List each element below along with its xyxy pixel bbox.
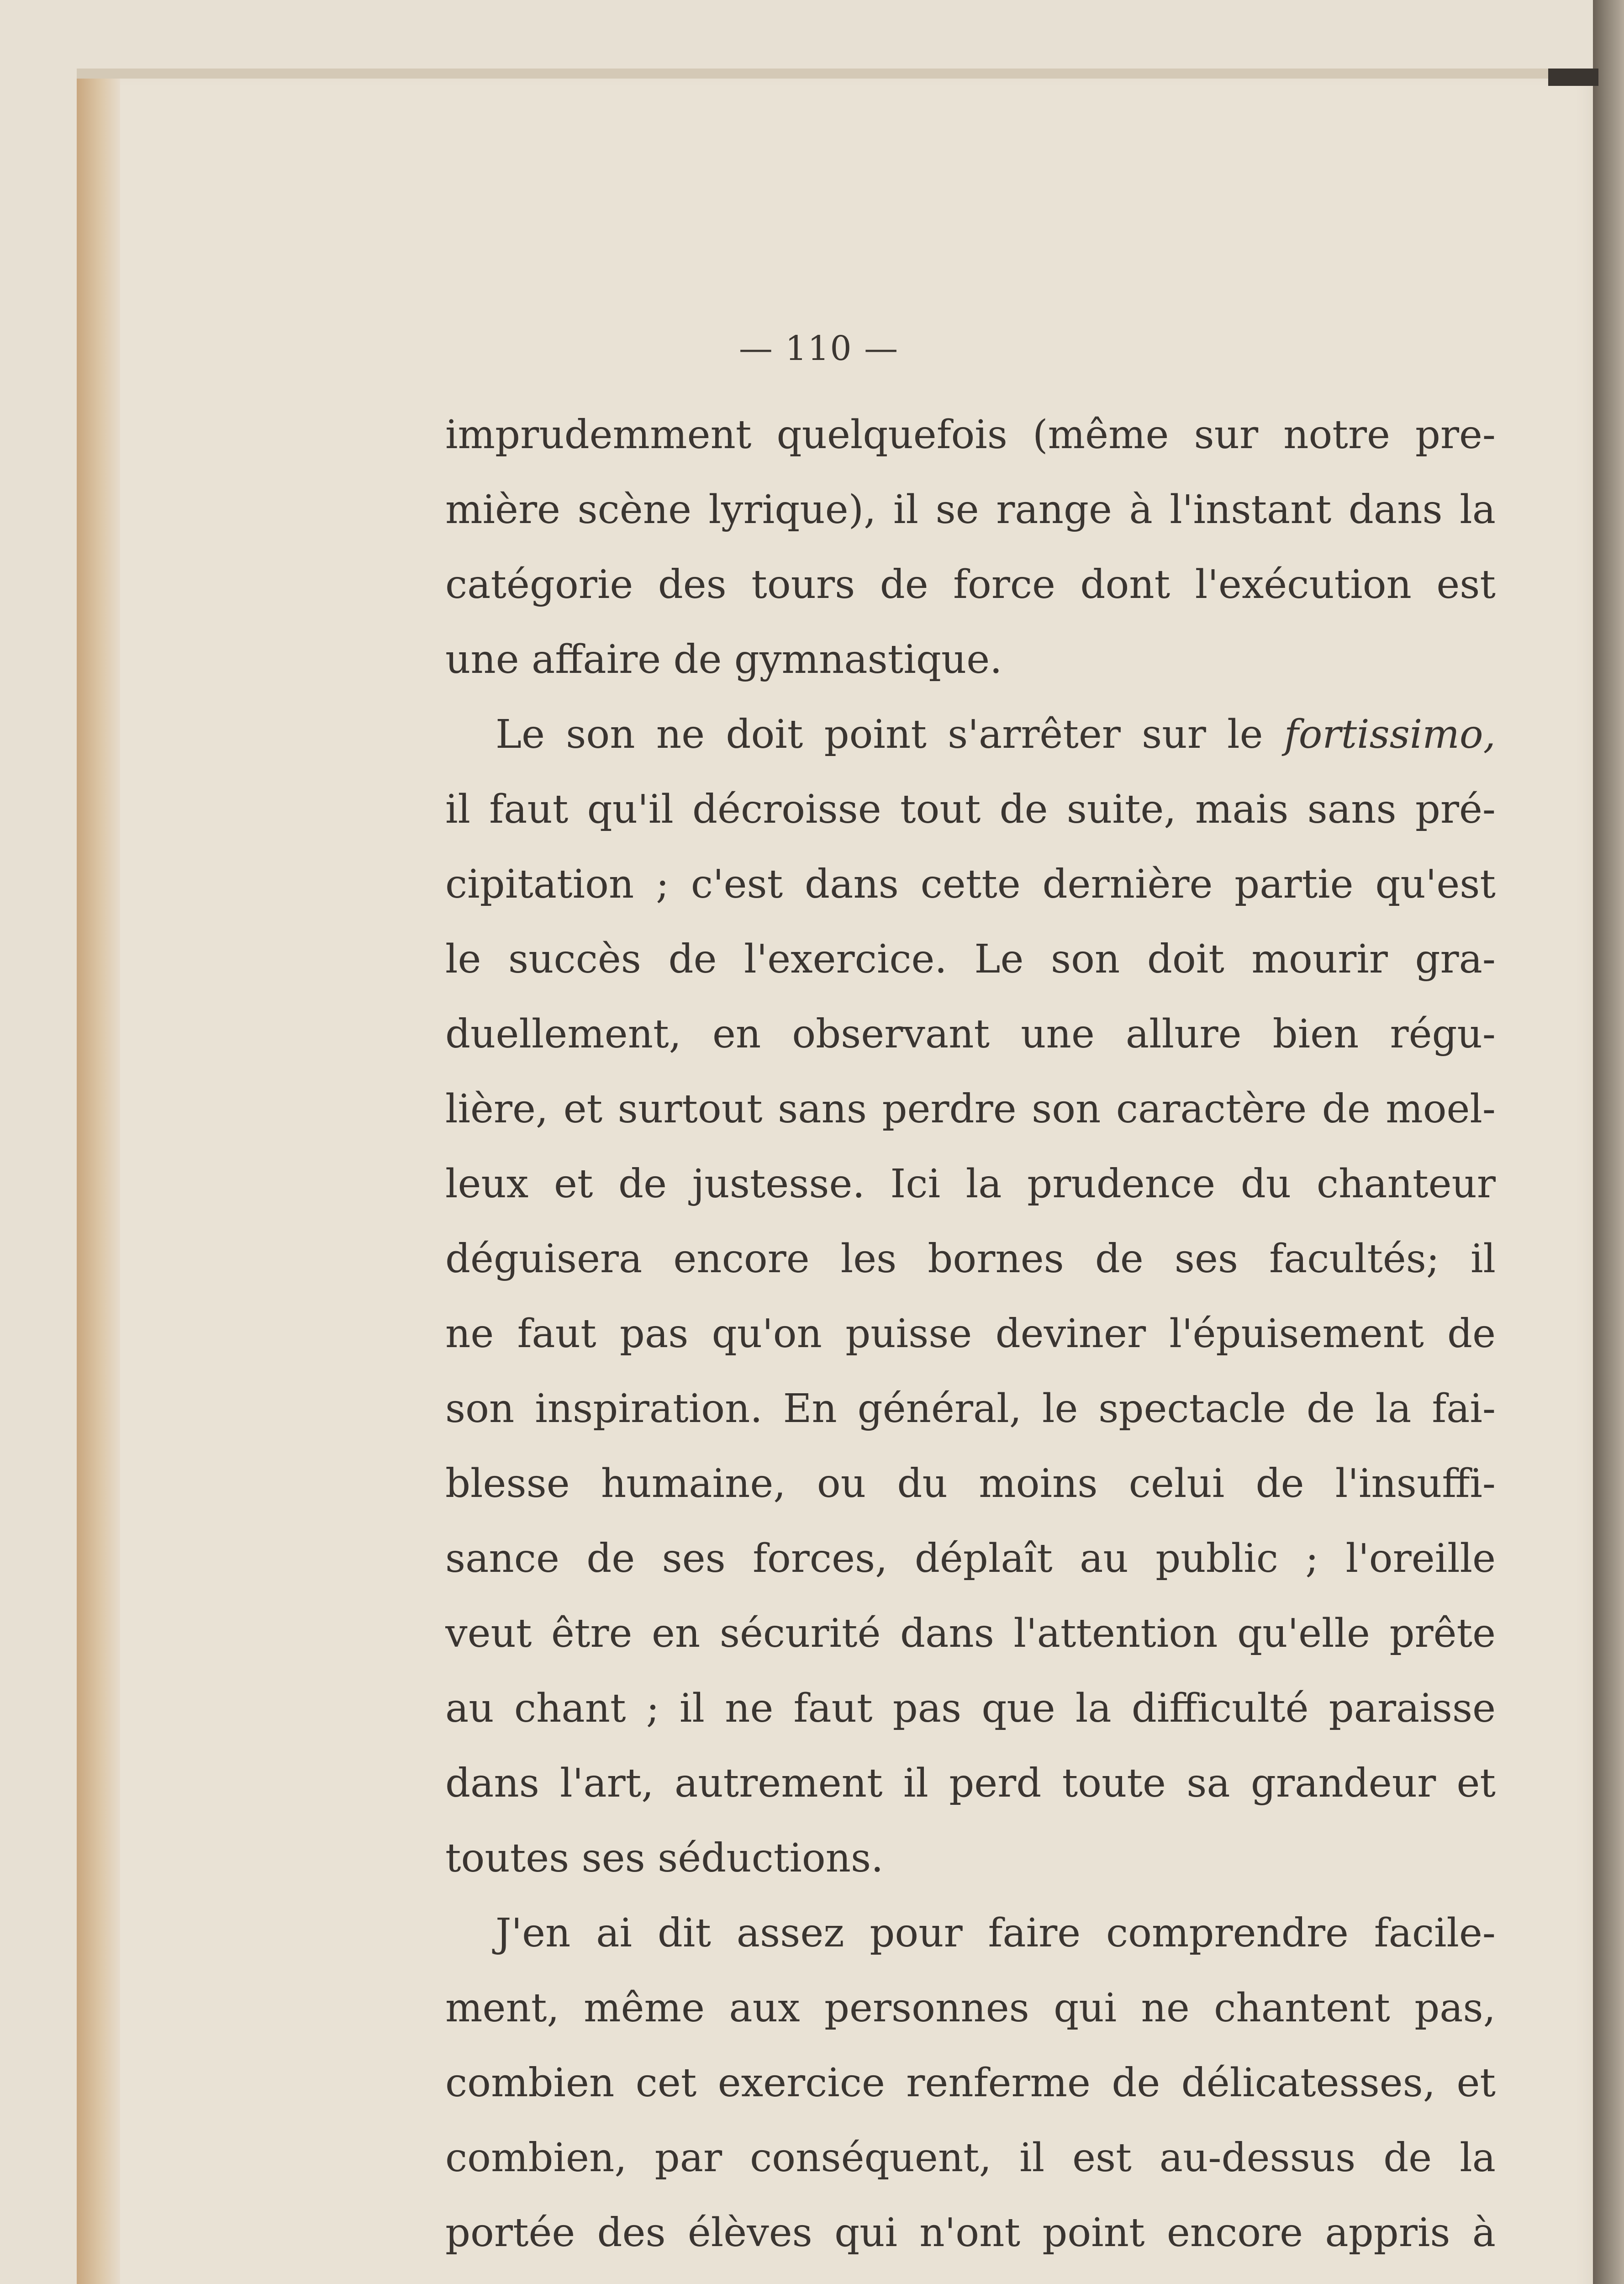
- page-top-edge: [77, 69, 1593, 79]
- text-line: portée des élèves qui n'ont point encore appris à: [445, 2210, 1496, 2256]
- text-line: il faut qu'il décroisse tout de suite, mais sans pré-: [445, 787, 1496, 832]
- text-line: blesse humaine, ou du moins celui de l'insuffi-: [445, 1461, 1496, 1507]
- text-line: J'en ai dit assez pour faire comprendre facile-: [496, 1910, 1496, 1956]
- text-line: duellement, en observant une allure bien régu-: [445, 1011, 1496, 1057]
- italic-term: fortissimo,: [1284, 712, 1496, 757]
- text-line: déguisera encore les bornes de ses facultés; il: [445, 1236, 1496, 1282]
- text-line: ne faut pas qu'on puisse deviner l'épuisement de: [445, 1311, 1496, 1357]
- text-line: sance de ses forces, déplaît au public ; l'oreille: [445, 1536, 1496, 1581]
- text-line: combien cet exercice renferme de délicatesses, et: [445, 2060, 1496, 2106]
- text-line: une affaire de gymnastique.: [445, 637, 1002, 682]
- text-line-with-italic: [445, 697, 1496, 772]
- text-line: toutes ses séductions.: [445, 1835, 884, 1881]
- text-line: son inspiration. En général, le spectacle de la fai-: [445, 1386, 1496, 1432]
- text-line: imprudemment quelquefois (même sur notre pre-: [445, 412, 1496, 458]
- text-line: au chant ; il ne faut pas que la difficulté paraisse: [445, 1686, 1496, 1731]
- text-line: lière, et surtout sans perdre son caractère de moel-: [445, 1086, 1496, 1132]
- text-line: cipitation ; c'est dans cette dernière partie qu'est: [445, 862, 1496, 907]
- text-line: combien, par conséquent, il est au-dessus de la: [445, 2135, 1496, 2181]
- body-text: [445, 397, 1496, 2270]
- text-line: mière scène lyrique), il se range à l'instant dans la: [445, 487, 1496, 533]
- page-gutter-edge: [77, 69, 120, 2284]
- text-line: le succès de l'exercice. Le son doit mourir gra-: [445, 936, 1496, 982]
- scan-marker-top: [1548, 69, 1598, 86]
- text-line-part: Le son ne doit point s'arrêter sur le: [496, 712, 1263, 757]
- text-line: dans l'art, autrement il perd toute sa grandeur et: [445, 1761, 1496, 1806]
- text-line: veut être en sécurité dans l'attention qu'elle prête: [445, 1611, 1496, 1656]
- page-number: — 110 —: [738, 329, 899, 368]
- text-line: catégorie des tours de force dont l'exécution est: [445, 562, 1496, 608]
- text-line: ment, même aux personnes qui ne chantent pas,: [445, 1985, 1496, 2031]
- text-line: leux et de justesse. Ici la prudence du chanteur: [445, 1161, 1496, 1207]
